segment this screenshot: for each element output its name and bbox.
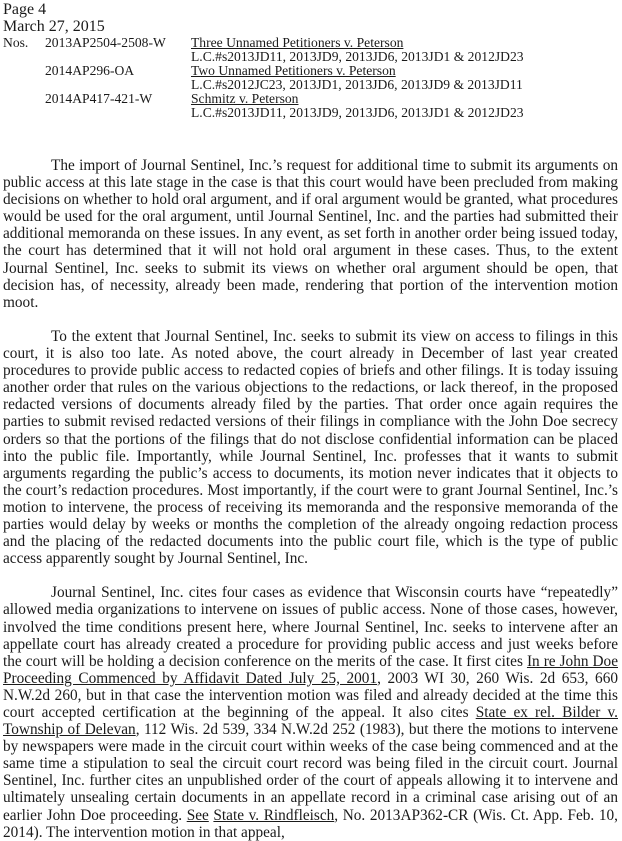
case-number: 2013AP2504-2508-W <box>45 35 166 50</box>
text-run: , 112 Wis. 2d 539, 334 N.W.2d 252 (1983), but there the motions to intervene by newspapers were made in the circuit court within weeks of the case being commenced and at the same time a stipulation to seal the circuit court record was being filed in the circuit court. Journal Sentinel, Inc. further cites an unpublished order of the court of appeals allowing it to intervene and ultimately unsealing certain documents in an appellate record in a criminal case arising out of an earlier John Doe proceeding. <box>3 721 618 824</box>
paragraph-oral-argument: The import of Journal Sentinel, Inc.’s request for additional time to submit its arguments on public access at this late stage in the case is that this court would have been precluded from making decisions on whether to hold oral argument, and if oral argument would be granted, what procedures would be used for the oral argument, until Journal Sentinel, Inc. and the parties had submitted their additional memoranda on these issues. In any event, as set forth in another order being issued today, the court has determined that it will not hold oral argument in these cases. Thus, to the extent Journal Sentinel, Inc. seeks to submit its views on whether oral argument should be open, that decision has, of necessity, already been made, rendering that portion of the intervention motion moot. <box>3 157 618 311</box>
text-run: , 2003 WI 30, 260 Wis. 2d 653, 660 N.W.2d 260, but in that case the intervention motion was filed and already decided at the time this court accepted certification at the beginning of the appeal. It also cites <box>3 669 618 721</box>
paragraph-cited-cases <box>3 584 618 840</box>
nos-label: Nos. <box>3 35 29 50</box>
paragraph-access-to-filings: To the extent that Journal Sentinel, Inc. seeks to submit its view on access to filings in this court, it is also too late. As noted above, the court already in December of last year created procedures to provide public access to redacted copies of briefs and other filings. It is today issuing another order that rules on the various objections to the redactions, or lack thereof, in the proposed redacted versions of documents already filed by the parties. That order once again requires the parties to submit revised redacted versions of their filings in compliance with the John Doe secrecy orders so that the portions of the filings that do not disclose confidential information can be placed into the public file. Importantly, while Journal Sentinel, Inc. professes that it wants to submit arguments regarding the public’s access to documents, its motion never indicates that it objects to the court’s redaction procedures. Most importantly, if the court were to grant Journal Sentinel, Inc.’s motion to intervene, the process of receiving its memoranda and the responsive memoranda of the parties would delay by weeks or months the completion of the already ongoing redaction process and the placing of the redacted documents into the public court file, which is the type of public access apparently sought by Journal Sentinel, Inc. <box>3 327 618 568</box>
order-date: March 27, 2015 <box>3 18 105 35</box>
lower-court-numbers: L.C.#s2013JD11, 2013JD9, 2013JD6, 2013JD1 & 2012JD23 <box>191 105 524 120</box>
case-lc-row <box>3 78 618 92</box>
text-run: Journal Sentinel, Inc. cites four cases as evidence that Wisconsin courts have “repeatedly” allowed media organizations to intervene on issues of public access. None of those cases, however, involved the time conditions present here, where Journal Sentinel, Inc. seeks to intervene after an appellate court has already created a procedure for providing public access and just weeks before the court will be holding a decision conference on the merits of the case. It first cites <box>3 584 618 670</box>
case-citation: In re John Doe Proceeding Commenced by Affidavit Dated July 25, 2001 <box>3 652 618 687</box>
case-citation: State v. Rindfleisch <box>213 806 335 824</box>
case-title: Three Unnamed Petitioners v. Peterson <box>191 35 404 50</box>
see-signal: See <box>186 806 209 824</box>
case-title: Two Unnamed Petitioners v. Peterson <box>191 63 396 78</box>
case-lc-row <box>3 106 618 120</box>
case-number: 2014AP296-OA <box>45 63 135 78</box>
case-caption-block <box>3 36 618 120</box>
case-title: Schmitz v. Peterson <box>191 91 299 106</box>
order-body <box>3 157 618 841</box>
case-citation: State ex rel. Bilder v. Township of Delevan <box>3 704 618 739</box>
text-run: , No. 2013AP362-CR (Wis. Ct. App. Feb. 10, 2014). The intervention motion in that appeal, <box>3 806 618 841</box>
page-number: Page 4 <box>3 1 47 18</box>
lower-court-numbers: L.C.#s2013JD11, 2013JD9, 2013JD6, 2013JD1 & 2012JD23 <box>191 49 524 64</box>
case-row <box>3 36 618 50</box>
case-row <box>3 64 618 78</box>
lower-court-numbers: L.C.#s2012JC23, 2013JD1, 2013JD6, 2013JD9 & 2013JD11 <box>191 77 523 92</box>
document-page <box>3 1 618 120</box>
case-lc-row <box>3 50 618 64</box>
case-row <box>3 92 618 106</box>
case-number: 2014AP417-421-W <box>45 91 153 106</box>
